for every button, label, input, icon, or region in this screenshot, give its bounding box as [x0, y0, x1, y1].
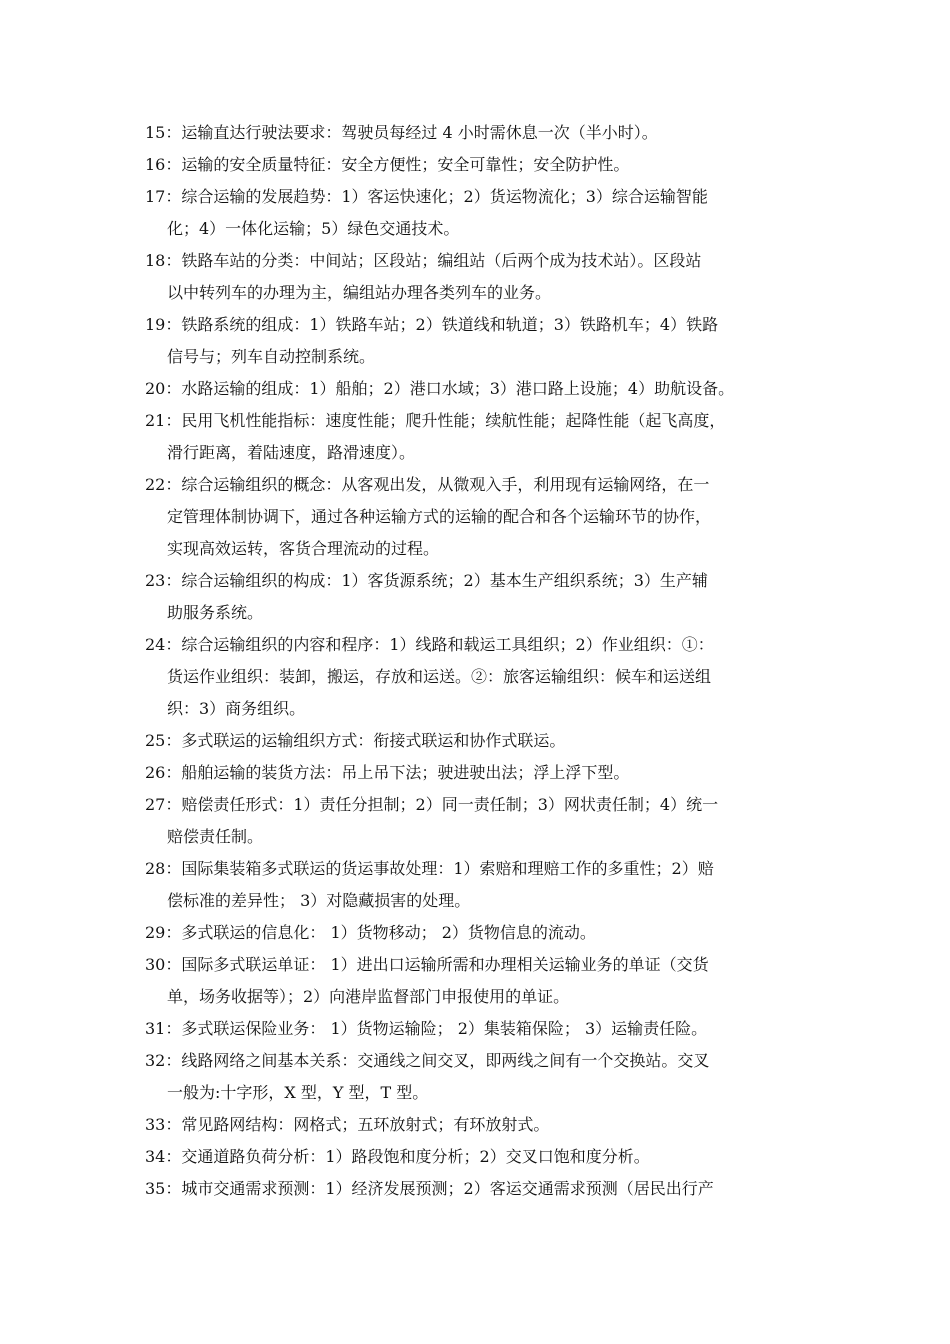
item-continuation-line: 定管理体制协调下，通过各种运输方式的运输的配合和各个运输环节的协作，	[167, 507, 712, 526]
list-item	[145, 757, 815, 789]
item-first-line: 17：综合运输的发展趋势：1）客运快速化；2）货运物流化；3）综合运输智能	[145, 187, 708, 206]
item-first-line: 18：铁路车站的分类：中间站；区段站；编组站（后两个成为技术站）。区段站	[145, 251, 702, 270]
list-item	[145, 725, 815, 757]
list-item	[145, 149, 815, 181]
item-continuation-line: 滑行距离，着陆速度，路滑速度）。	[167, 443, 416, 462]
list-item	[145, 1173, 815, 1205]
list-item	[145, 405, 815, 469]
item-first-line: 34：交通道路负荷分析：1）路段饱和度分析；2）交叉口饱和度分析。	[145, 1147, 650, 1166]
item-first-line: 29：多式联运的信息化： 1）货物移动； 2）货物信息的流动。	[145, 923, 596, 942]
item-first-line: 31：多式联运保险业务： 1）货物运输险； 2）集装箱保险； 3）运输责任险。	[145, 1019, 708, 1038]
item-first-line: 28：国际集装箱多式联运的货运事故处理：1）索赔和理赔工作的多重性；2）赔	[145, 859, 714, 878]
item-first-line: 26：船舶运输的装货方法：吊上吊下法；驶进驶出法；浮上浮下型。	[145, 763, 630, 782]
item-first-line: 32：线路网络之间基本关系：交通线之间交叉，即两线之间有一个交换站。交叉	[145, 1051, 710, 1070]
item-continuation-line: 信号与；列车自动控制系统。	[167, 347, 376, 366]
item-first-line: 19：铁路系统的组成：1）铁路车站；2）铁道线和轨道；3）铁路机车；4）铁路	[145, 315, 719, 334]
item-continuation-line: 以中转列车的办理为主，编组站办理各类列车的业务。	[167, 283, 552, 302]
item-continuation-line: 货运作业组织：装卸，搬运，存放和运送。②：旅客运输组织：候车和运送组	[167, 667, 712, 686]
list-item	[145, 309, 815, 373]
list-item	[145, 853, 815, 917]
list-item	[145, 917, 815, 949]
list-item	[145, 789, 815, 853]
list-item	[145, 1141, 815, 1173]
list-item	[145, 949, 815, 1013]
item-first-line: 16：运输的安全质量特征：安全方便性；安全可靠性；安全防护性。	[145, 155, 630, 174]
list-item	[145, 629, 815, 725]
item-continuation-line: 织：3）商务组织。	[167, 699, 306, 718]
list-item	[145, 565, 815, 629]
list-item	[145, 1013, 815, 1045]
list-item	[145, 181, 815, 245]
list-item	[145, 469, 815, 565]
item-first-line: 33：常见路网结构：网格式；五环放射式；有环放射式。	[145, 1115, 550, 1134]
item-first-line: 30：国际多式联运单证： 1）进出口运输所需和办理相关运输业务的单证（交货	[145, 955, 709, 974]
list-item	[145, 245, 815, 309]
item-continuation-line: 一般为:十字形，X 型，Y 型，T 型。	[167, 1083, 429, 1102]
item-continuation-line: 赔偿责任制。	[167, 827, 264, 846]
document-body	[145, 117, 815, 1205]
item-continuation-line: 助服务系统。	[167, 603, 264, 622]
list-item	[145, 1045, 815, 1109]
item-first-line: 20：水路运输的组成：1）船舶；2）港口水域；3）港口路上设施；4）助航设备。	[145, 379, 735, 398]
item-continuation-line: 化；4）一体化运输；5）绿色交通技术。	[167, 219, 460, 238]
item-first-line: 15：运输直达行驶法要求：驾驶员每经过 4 小时需休息一次（半小时）。	[145, 123, 658, 142]
list-item	[145, 373, 815, 405]
item-first-line: 23：综合运输组织的构成：1）客货源系统；2）基本生产组织系统；3）生产辅	[145, 571, 708, 590]
item-first-line: 21：民用飞机性能指标：速度性能；爬升性能；续航性能；起降性能（起飞高度，	[145, 411, 726, 430]
item-first-line: 22：综合运输组织的概念：从客观出发，从微观入手，利用现有运输网络，在一	[145, 475, 710, 494]
item-first-line: 25：多式联运的运输组织方式：衔接式联运和协作式联运。	[145, 731, 566, 750]
item-first-line: 35：城市交通需求预测：1）经济发展预测；2）客运交通需求预测（居民出行产	[145, 1179, 714, 1198]
list-item	[145, 117, 815, 149]
list-item	[145, 1109, 815, 1141]
item-continuation-line: 单，场务收据等）；2）向港岸监督部门申报使用的单证。	[167, 987, 570, 1006]
item-first-line: 24：综合运输组织的内容和程序：1）线路和载运工具组织；2）作业组织：①：	[145, 635, 714, 654]
item-first-line: 27：赔偿责任形式：1）责任分担制；2）同一责任制；3）网状责任制；4）统一	[145, 795, 719, 814]
item-continuation-line: 偿标准的差异性； 3）对隐藏损害的处理。	[167, 891, 471, 910]
item-continuation-line: 实现高效运转，客货合理流动的过程。	[167, 539, 440, 558]
